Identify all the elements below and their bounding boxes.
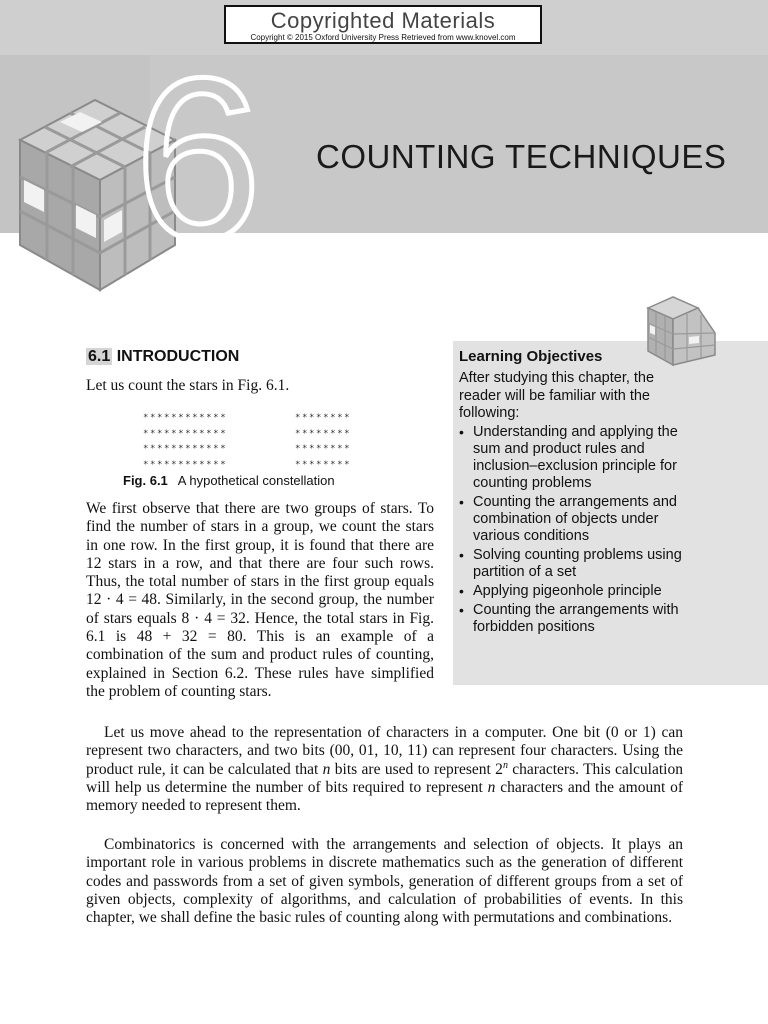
list-item	[459, 547, 694, 581]
learning-objectives-title: Learning Objectives	[459, 348, 603, 365]
copyright-notice: Copyright © 2015 Oxford University Press Retrieved from www.knovel.com	[250, 33, 516, 42]
text-span: characters and the amount of memory needed to represent them.	[86, 778, 684, 815]
list-item-text: Solving counting problems using partition of a set	[473, 547, 682, 580]
list-item	[459, 424, 694, 492]
copyright-banner	[224, 5, 542, 44]
text-span: Let us move ahead to the representation of characters in a computer. One bit (0 or 1) can represent two characters, and two bits (00, 01, 10, 11) can represent four characters. Using the product rule, it can be calculated that	[86, 724, 683, 778]
chapter-number-graphic	[130, 30, 262, 287]
star-row: ************	[143, 459, 228, 470]
star-row: ********	[295, 428, 352, 439]
star-row: ************	[143, 444, 228, 454]
figure-caption	[123, 473, 335, 488]
bullet-icon: •	[459, 583, 464, 599]
variable-n: n	[487, 778, 496, 796]
learning-objectives-box	[453, 341, 768, 685]
list-item	[459, 494, 694, 545]
list-item	[459, 602, 694, 636]
paragraph-2	[86, 724, 683, 815]
bullet-icon: •	[459, 602, 464, 618]
star-row: ********	[295, 459, 352, 470]
intro-line: Let us count the stars in Fig. 6.1.	[86, 377, 290, 394]
chapter-title: COUNTING TECHNIQUES	[316, 138, 727, 175]
copyright-heading: Copyrighted Materials	[270, 8, 496, 33]
list-item-text: Counting the arrangements and combination of objects under various conditions	[473, 494, 677, 544]
section-title: INTRODUCTION	[116, 348, 240, 365]
learning-objectives-list	[459, 424, 694, 638]
figure-label: Fig. 6.1	[123, 473, 168, 488]
variable-n: n	[322, 760, 331, 778]
chapter-number: 6	[134, 30, 262, 287]
text-span: characters. This calculation will help us determine the number of bits required to represent	[86, 760, 683, 796]
list-item	[459, 583, 694, 600]
paragraph-3	[86, 836, 683, 927]
bullet-icon: •	[459, 547, 464, 563]
bullet-icon: •	[459, 494, 464, 510]
star-row: ************	[143, 413, 228, 423]
paragraph-text: We first observe that there are two groups of stars. To find the number of stars in a group, we count the stars in one row. In the first group, it is found that there are 12 stars in a row, and that there are four such rows. Thus, the total number of stars in the first group equals 12 · 4 = 48. Similarly, in the second group, the number of stars equals 8 · 4 = 32. Hence, the total stars in Fig. 6.1 is 48 + 32 = 80. This is an example of a combination of the sum and product rules of counting, explained in Section 6.2. These rules have simplified the problem of counting stars.	[86, 500, 434, 700]
section-number: 6.1	[88, 348, 111, 365]
star-row: ********	[295, 444, 352, 454]
superscript-n: n	[502, 759, 508, 771]
bullet-icon: •	[459, 424, 464, 440]
star-row: ********	[295, 413, 352, 423]
star-row: ************	[143, 428, 228, 439]
small-cube-icon	[643, 293, 723, 373]
list-item-text: Counting the arrangements with forbidden positions	[473, 602, 679, 635]
paragraph-text: Combinatorics is concerned with the arrangements and selection of objects. It plays an important role in various problems in discrete mathematics such as the generation of different codes and passwords from a set of given symbols, generation of different groups from a set of given objects, complexity of algorithms, and calculation of probabilities of events. In this chapter, we shall define the basic rules of counting along with permutations and combinations.	[86, 836, 683, 927]
star-group-2	[295, 411, 351, 473]
text-span: bits are used to represent 2	[330, 760, 503, 778]
paragraph-1	[86, 500, 434, 701]
learning-objectives-intro: After studying this chapter, the reader will be familiar with the following:	[459, 370, 655, 421]
section-heading	[86, 348, 239, 366]
star-group-1	[143, 411, 227, 473]
list-item-text: Applying pigeonhole principle	[473, 583, 662, 599]
list-item-text: Understanding and applying the sum and product rules and inclusion–exclusion principle for counting problems	[473, 424, 678, 491]
paragraph-text	[86, 724, 683, 815]
figure-caption-text: A hypothetical constellation	[177, 473, 335, 488]
